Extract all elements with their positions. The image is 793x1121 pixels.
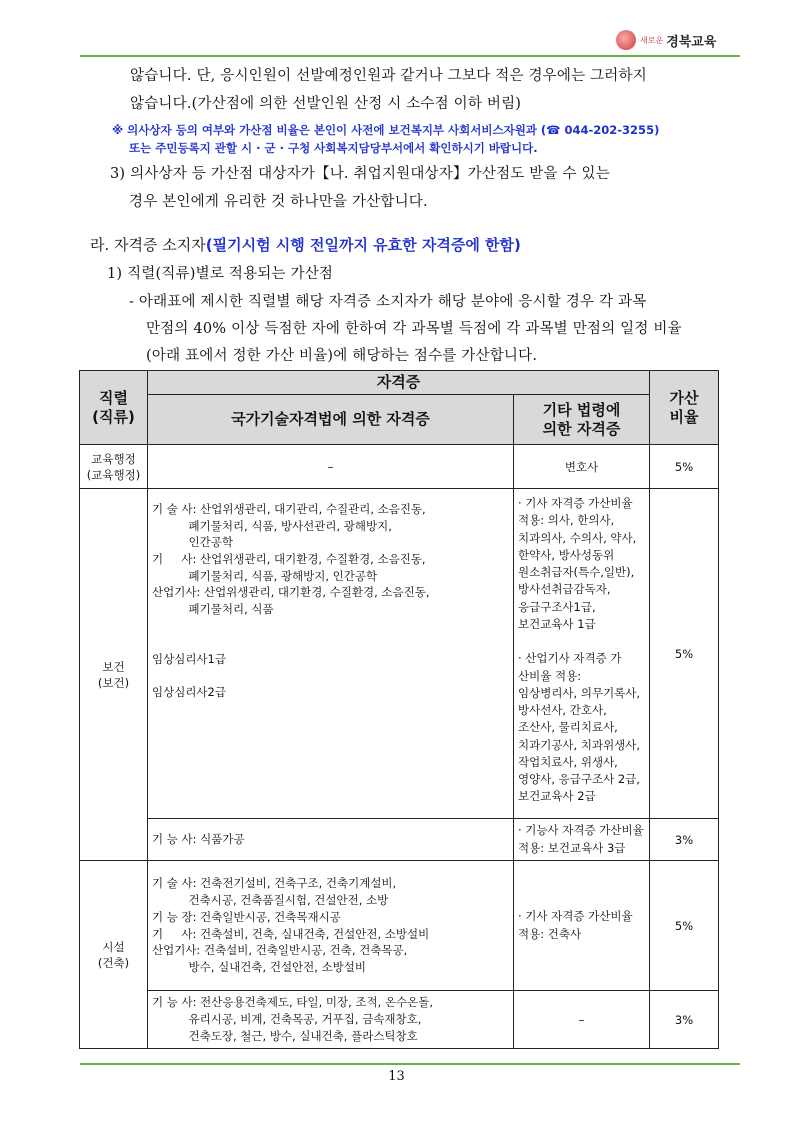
rate-cell: 3% bbox=[650, 819, 719, 861]
section-title-prefix: 라. 자격증 소지자 bbox=[90, 236, 206, 254]
header-certificate: 자격증 bbox=[148, 371, 650, 395]
rate-cell: 5% bbox=[650, 861, 719, 991]
header-logo bbox=[616, 30, 716, 50]
national-cell: 기 능 사: 전산응용건축제도, 타일, 미장, 조적, 온수온돌, 유리시공, 비계, 건축목공, 거푸집, 금속재창호, 건축도장, 철근, 방수, 실내건축, 플라스틱창호 bbox=[148, 991, 514, 1049]
top-rule bbox=[80, 55, 740, 57]
sub-item-1: 1) 직렬(직류)별로 적용되는 가산점 bbox=[107, 266, 334, 282]
bottom-rule bbox=[80, 1063, 740, 1065]
series-cell: 교육행정 (교육행정) bbox=[80, 445, 148, 489]
table-row bbox=[80, 861, 719, 991]
header-series: 직렬 (직류) bbox=[80, 371, 148, 445]
other-cell: 변호사 bbox=[514, 445, 650, 489]
header-other: 기타 법령에 의한 자격증 bbox=[514, 395, 650, 445]
page-number: 13 bbox=[388, 1069, 405, 1084]
rate-cell: 5% bbox=[650, 489, 719, 819]
table-row bbox=[80, 991, 719, 1049]
table-row bbox=[80, 445, 719, 489]
logo-sub: 새로운 bbox=[640, 35, 664, 45]
table-row bbox=[80, 819, 719, 861]
other-cell: · 기능사 자격증 가산비율 적용: 보건교육사 3급 bbox=[514, 819, 650, 861]
para-line-2: 않습니다.(가산점에 의한 선발인원 산정 시 소수점 이하 버림) bbox=[130, 96, 522, 112]
national-cell: 기 술 사: 건축전기설비, 건축구조, 건축기계설비, 건축시공, 건축품질시험, 건설안전, 소방 기 능 장: 건축일반시공, 건축목재시공 기 사: 건축설비, 건축, 실내건축, 건설안전, 소방설비 산업기사: 건축설비, 건축일반시공, 건축, 건축목공, 방수, 실내건축, 건설안전, 소방설비 bbox=[148, 861, 514, 991]
header-national: 국가기술자격법에 의한 자격증 bbox=[148, 395, 514, 445]
item3-line-1: 3) 의사상자 등 가산점 대상자가【나. 취업지원대상자】가산점도 받을 수 있는 bbox=[110, 166, 610, 182]
section-title-highlight: (필기시험 시행 전일까지 유효한 자격증에 한함) bbox=[205, 236, 521, 254]
section-title bbox=[90, 234, 521, 255]
header-rate: 가산 비율 bbox=[650, 371, 719, 445]
series-cell: 시설 (건축) bbox=[80, 861, 148, 1049]
other-cell: · 기사 자격증 가산비율 적용: 의사, 한의사, 치과의사, 수의사, 약사, 한약사, 방사성동위 원소취급자(특수,일반), 방사선취급감독자, 응급구조사1급, 보건교육사 1급 · 산업기사 자격증 가 산비율 적용: 임상병리사, 의무기록사, 방사선사, 간호사, 조산사, 물리치료사, 치과기공사, 치과위생사, 작업치료사, 위생사, 영양사, 응급구조사 2급, 보건교육사 2급 bbox=[514, 489, 650, 819]
other-cell: · 기사 자격증 가산비율 적용: 건축사 bbox=[514, 861, 650, 991]
note-line-1: ※ 의사상자 등의 여부와 가산점 비율은 본인이 사전에 보건복지부 사회서비스자원과 (☎ 044-202-3255) bbox=[112, 123, 660, 137]
desc-line-1: - 아래표에 제시한 직렬별 해당 자격증 소지자가 해당 분야에 응시할 경우 각 과목 bbox=[129, 294, 647, 310]
desc-line-2: 만점의 40% 이상 득점한 자에 한하여 각 과목별 득점에 각 과목별 만점의 일정 비율 bbox=[146, 321, 682, 337]
rate-cell: 3% bbox=[650, 991, 719, 1049]
item3-line-2: 경우 본인에게 유리한 것 하나만을 가산합니다. bbox=[129, 194, 428, 210]
other-cell: – bbox=[514, 991, 650, 1049]
note-line-2: 또는 주민등록지 관할 시 · 군 · 구청 사회복지담당부서에서 확인하시기 바랍니다. bbox=[129, 141, 538, 155]
rate-cell: 5% bbox=[650, 445, 719, 489]
logo-text: 경북교육 bbox=[666, 34, 717, 50]
national-cell: – bbox=[148, 445, 514, 489]
para-line-1: 않습니다. 단, 응시인원이 선발예정인원과 같거나 그보다 적은 경우에는 그러하지 bbox=[130, 68, 647, 84]
certificate-table bbox=[79, 370, 719, 1049]
national-cell: 기 능 사: 식품가공 bbox=[148, 819, 514, 861]
logo-emblem-icon bbox=[616, 30, 636, 50]
national-cell: 기 술 사: 산업위생관리, 대기관리, 수질관리, 소음진동, 폐기물처리, 식품, 방사선관리, 광해방지, 인간공학 기 사: 산업위생관리, 대기환경, 수질환경, 소음진동, 폐기물처리, 식품, 광해방지, 인간공학 산업기사: 산업위생관리, 대기환경, 수질환경, 소음진동, 폐기물처리, 식품 임상심리사1급 임상심리사2급 bbox=[148, 489, 514, 819]
table-row bbox=[80, 489, 719, 819]
desc-line-3: (아래 표에서 정한 가산 비율)에 해당하는 점수를 가산합니다. bbox=[146, 348, 538, 364]
series-cell: 보건 (보건) bbox=[80, 489, 148, 861]
